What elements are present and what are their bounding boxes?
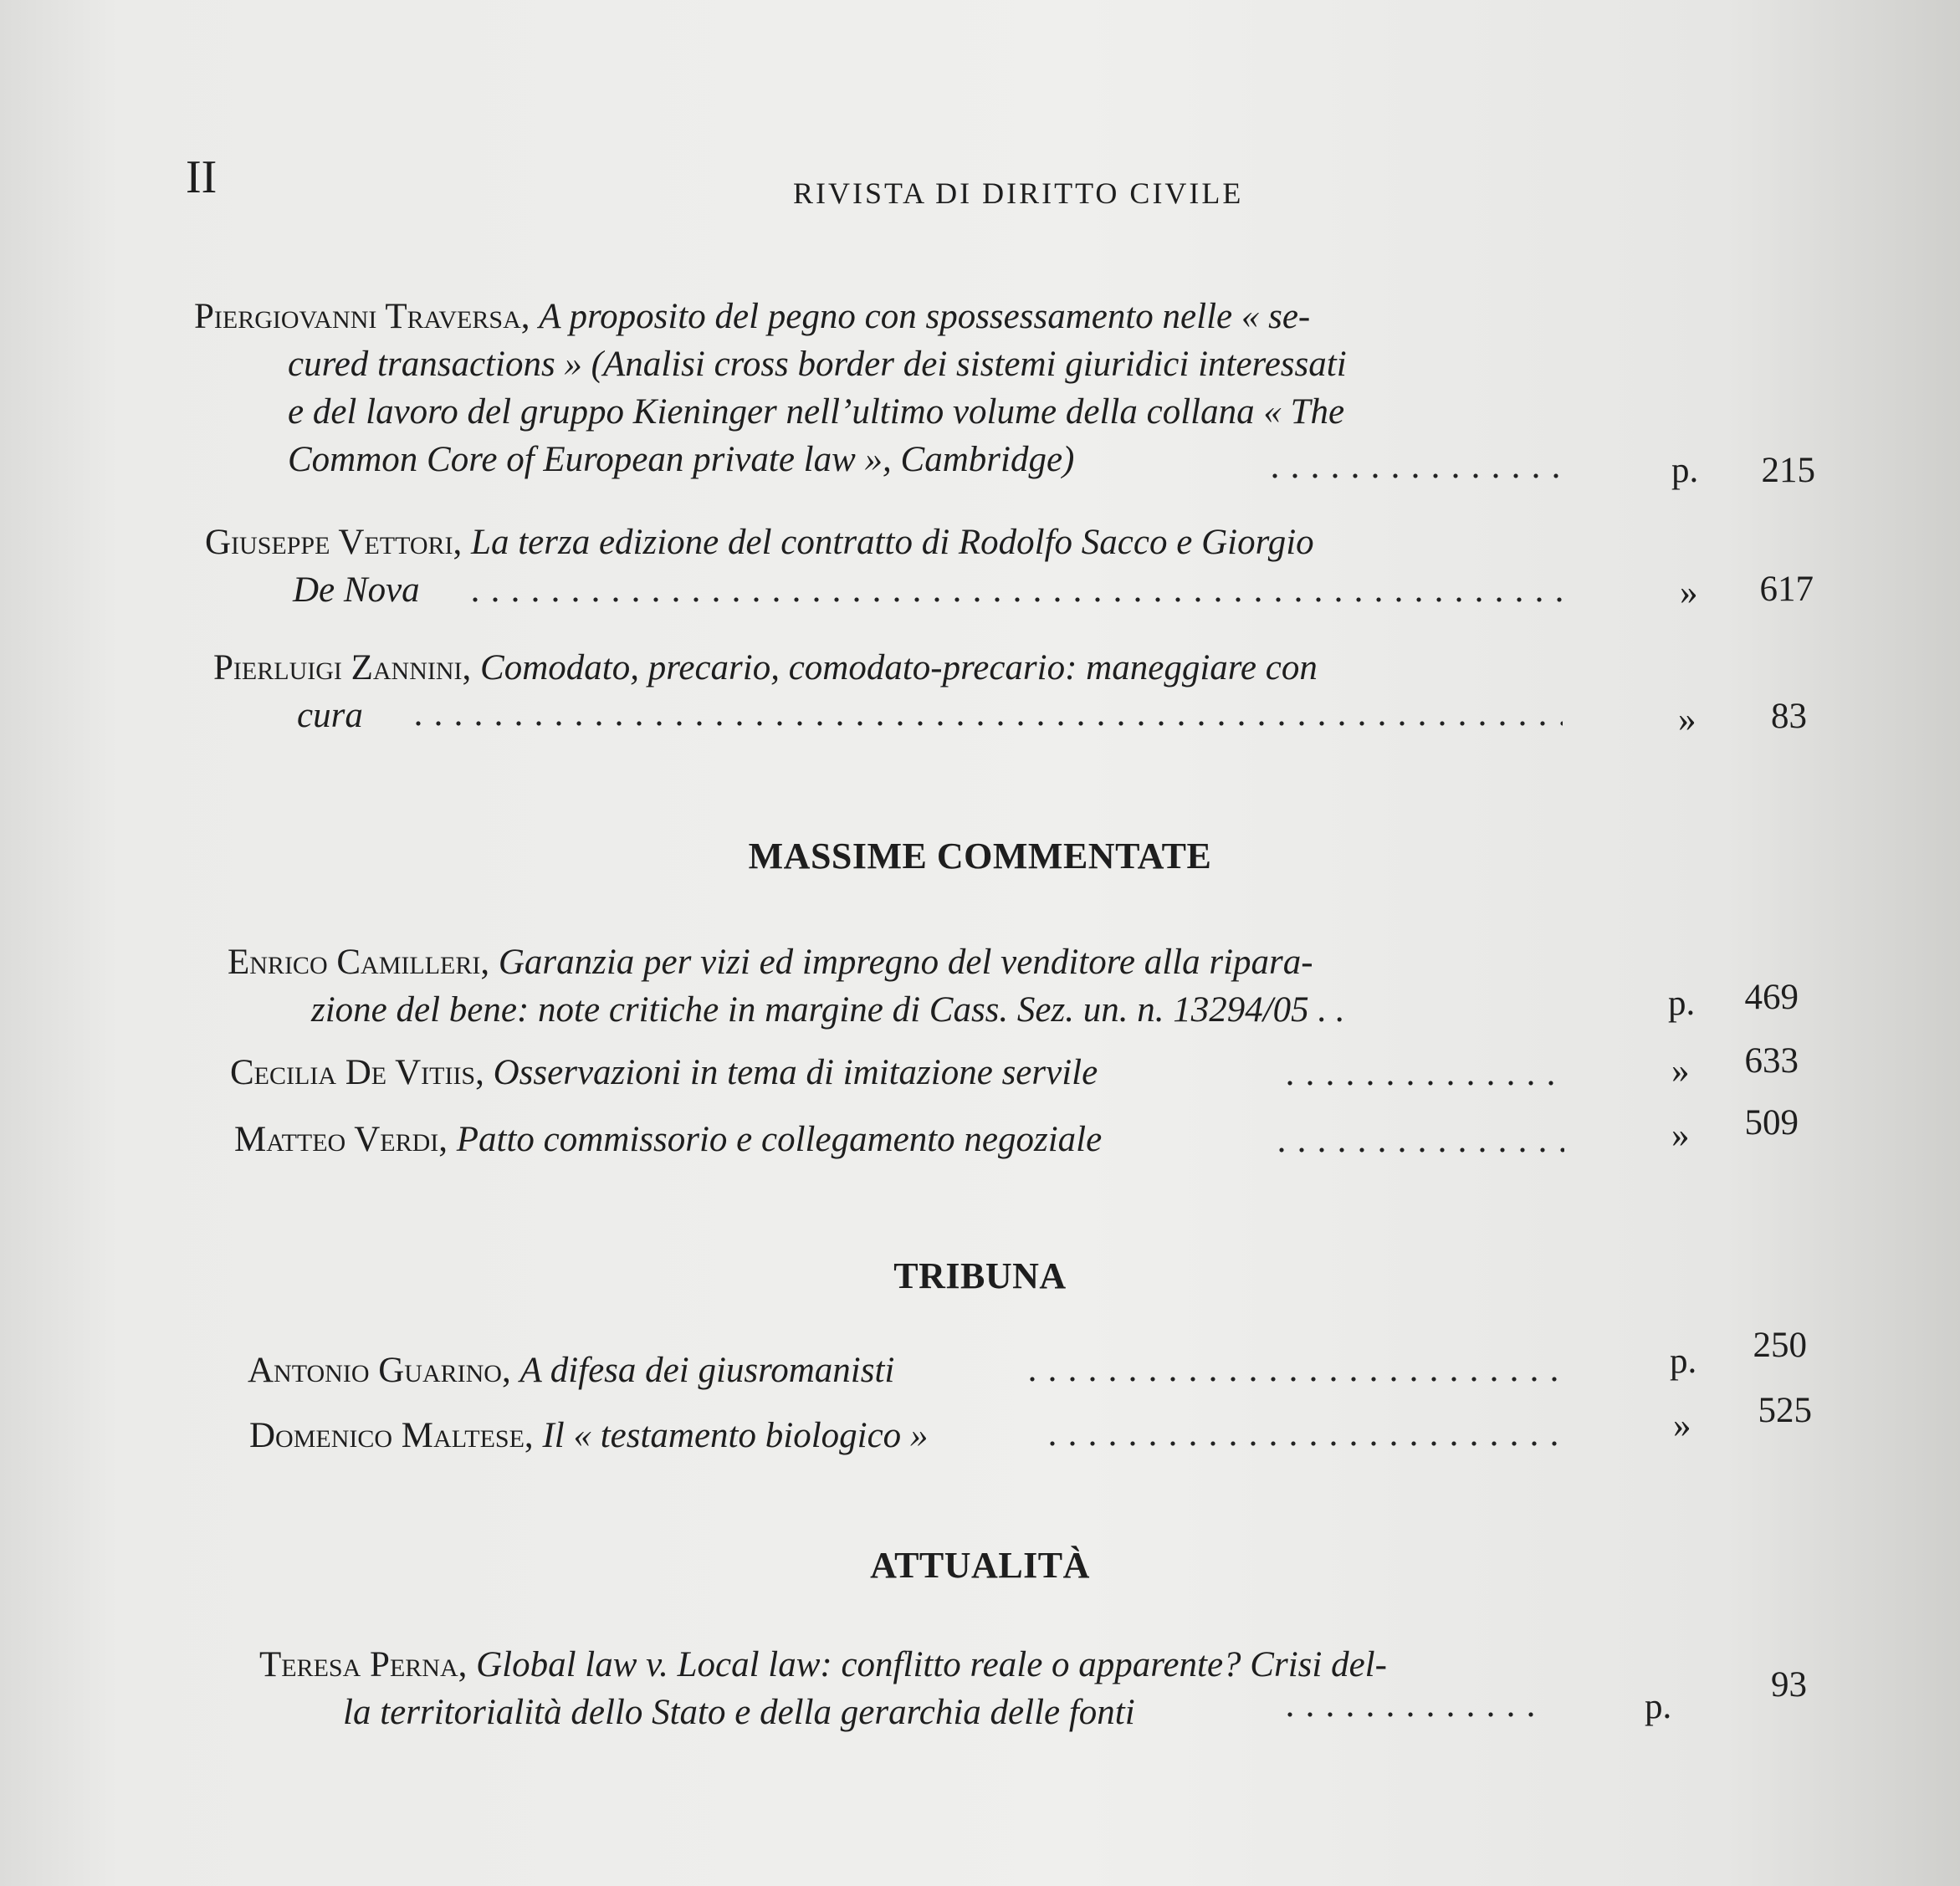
page-ref-label: »: [1671, 1116, 1690, 1155]
dot-leader: [1272, 1123, 1564, 1157]
page-number: 93: [1771, 1665, 1807, 1705]
page-ref-label: »: [1678, 700, 1696, 739]
page-ref-label: »: [1673, 1406, 1691, 1445]
entry-author: Matteo Verdi,: [234, 1120, 448, 1159]
page-number: 250: [1753, 1326, 1807, 1365]
page-folio: II: [186, 151, 217, 203]
entry-title-line: Garanzia per vizi ed impregno del venditore alla ripara-: [498, 943, 1313, 982]
dot-leader: [408, 697, 1563, 730]
page-number: 83: [1771, 697, 1807, 736]
entry-title-line: la territorialità dello Stato e della gerarchia delle fonti: [343, 1693, 1135, 1732]
page-ref-label: p.: [1671, 451, 1699, 490]
section-heading-tribuna: TRIBUNA: [893, 1255, 1067, 1296]
entry-title-line: La terza edizione del contratto di Rodolfo Sacco e Giorgio: [471, 523, 1314, 562]
entry-author: Cecilia De Vitiis,: [230, 1053, 484, 1092]
entry-author: Domenico Maltese,: [249, 1416, 534, 1455]
section-heading-attualita: ATTUALITÀ: [870, 1545, 1090, 1586]
entry-author: Enrico Camilleri,: [228, 943, 490, 982]
entry-title-line: A proposito del pegno con spossessamento nelle « se-: [539, 297, 1311, 336]
entry-author: Giuseppe Vettori,: [205, 523, 463, 562]
dot-leader: [1280, 1688, 1548, 1721]
entry-title-line: Common Core of European private law », Cambridge): [288, 440, 1075, 479]
running-title: RIVISTA DI DIRITTO CIVILE: [793, 176, 1244, 210]
page-ref-label: p.: [1645, 1687, 1672, 1726]
dot-leader: [465, 573, 1569, 606]
entry-title-line: A difesa dei giusromanisti: [519, 1351, 895, 1390]
toc-entry: [194, 293, 1347, 483]
entry-title-line: cured transactions » (Analisi cross border dei sistemi giuridici interessati: [288, 345, 1347, 384]
section-heading-massime: MASSIME COMMENTATE: [748, 836, 1212, 877]
dot-leader: [1265, 449, 1566, 483]
page-ref-label: »: [1680, 573, 1698, 612]
page-number: 525: [1758, 1391, 1812, 1430]
entry-title-line: Global law v. Local law: conflitto reale o apparente? Crisi del-: [476, 1645, 1387, 1684]
entry-title-line: Patto commissorio e collegamento negoziale: [456, 1120, 1103, 1159]
toc-entry: [249, 1412, 928, 1459]
entry-title-line: Il « testamento biologico »: [542, 1416, 929, 1455]
entry-author: Pierluigi Zannini,: [213, 648, 472, 687]
toc-entry: [228, 938, 1345, 1034]
entry-author: Piergiovanni Traversa,: [194, 297, 530, 336]
dot-leader: [1022, 1352, 1558, 1386]
entry-title-line: zione del bene: note critiche in margine di Cass. Sez. un. n. 13294/05 . .: [311, 990, 1345, 1030]
toc-entry: [248, 1347, 894, 1394]
page-number: 617: [1759, 570, 1814, 609]
page-number: 469: [1744, 978, 1799, 1017]
page-number: 509: [1744, 1103, 1799, 1142]
entry-author: Antonio Guarino,: [248, 1351, 511, 1390]
toc-entry: [234, 1116, 1102, 1163]
entry-author: Teresa Perna,: [259, 1645, 468, 1684]
entry-title-line: Osservazioni in tema di imitazione servile: [493, 1053, 1098, 1092]
toc-entry: [259, 1641, 1387, 1736]
page-ref-label: p.: [1668, 984, 1696, 1023]
entry-title-line: e del lavoro del gruppo Kieninger nell’ultimo volume della collana « The: [288, 392, 1345, 432]
entry-title-line: De Nova: [293, 570, 420, 610]
page-ref-label: p.: [1670, 1342, 1697, 1381]
entry-title-line: Comodato, precario, comodato-precario: maneggiare con: [480, 648, 1318, 687]
entry-title-line: cura: [297, 696, 363, 735]
dot-leader: [1280, 1056, 1564, 1090]
toc-entry: [230, 1049, 1098, 1096]
dot-leader: [1042, 1417, 1561, 1450]
page-number: 215: [1761, 451, 1815, 490]
page-number: 633: [1744, 1041, 1799, 1081]
page-ref-label: »: [1671, 1051, 1690, 1091]
